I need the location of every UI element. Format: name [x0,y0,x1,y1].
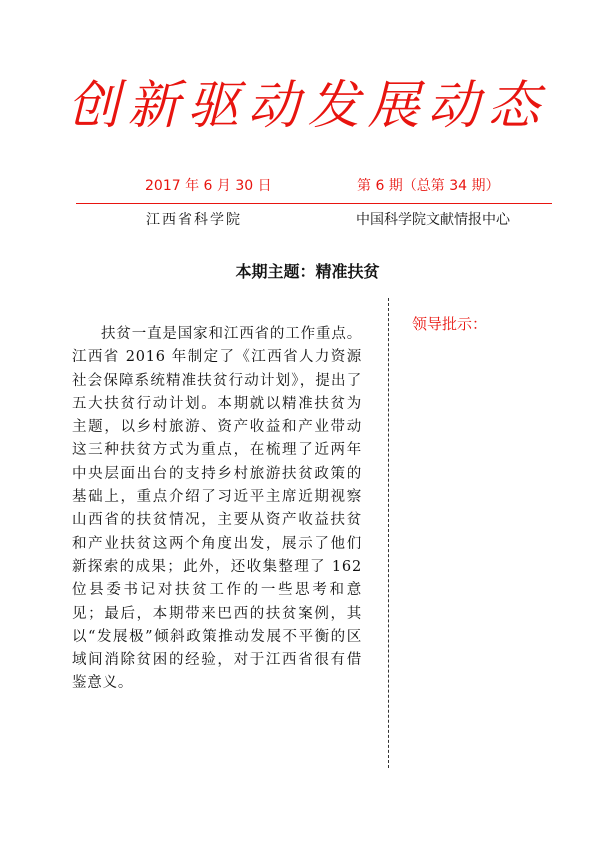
summary-paragraph: 扶贫一直是国家和江西省的工作重点。江西省 2016 年制定了《江西省人力资源社会保障系统精准扶贫行动计划》，提出了五大扶贫行动计划。本期就以精准扶贫为主题，以乡村旅游、资产收益和产业带动这三种扶贫方式为重点，在梳理了近两年中央层面出台的支持乡村旅游扶贫政策的基础上，重点介绍了习近平主席近期视察山西省的扶贫情况，主要从资产收益扶贫和产业扶贫这两个角度出发，展示了他们新探索的成果；此外，还收集整理了 162 位县委书记对扶贫工作的一些思考和意见；最后，本期带来巴西的扶贫案例，其以“发展极”倾斜政策推动发展不平衡的区域间消除贫困的经验，对于江西省很有借鉴意义。 [72,326,362,692]
masthead-title: 创新驱动发展动态 [67,76,548,136]
issue-theme: 本期主题：精准扶贫 [235,262,380,281]
issue-date: 2017 年 6 月 30 日 [145,178,272,194]
publisher-right: 中国科学院文献情报中心 [356,212,510,228]
issue-number: 第 6 期（总第 34 期） [357,178,500,194]
header-divider [76,203,552,204]
leader-comment-label: 领导批示： [412,315,488,333]
publisher-left: 江西省科学院 [146,212,242,228]
column-divider [388,298,389,768]
